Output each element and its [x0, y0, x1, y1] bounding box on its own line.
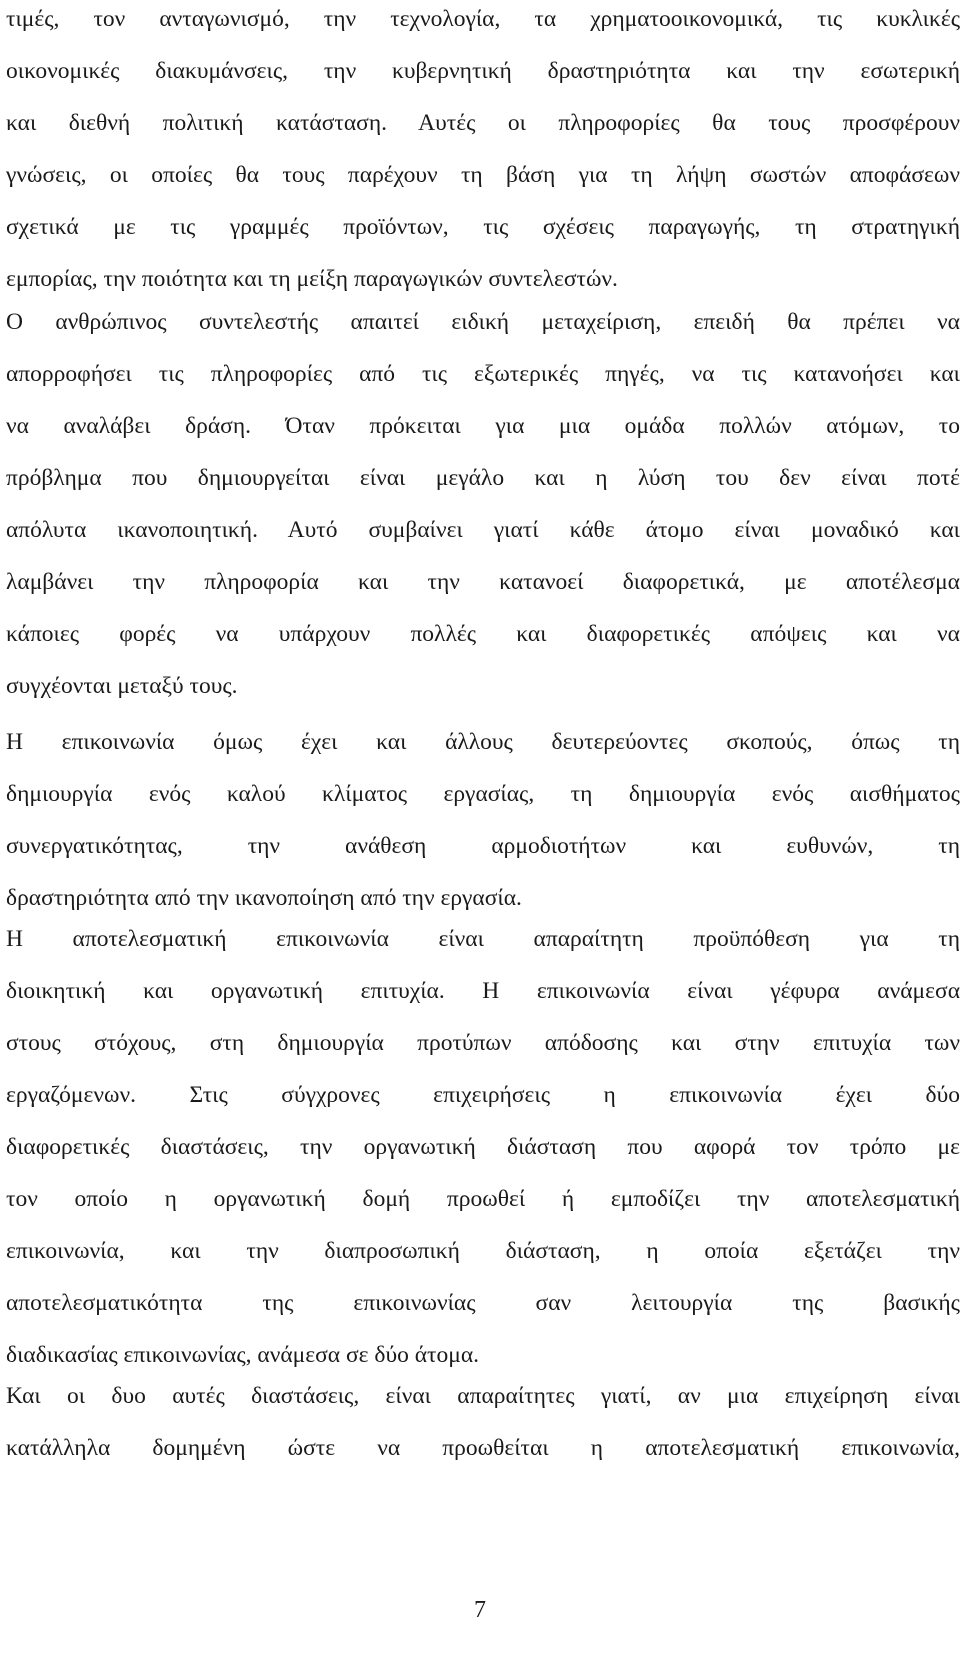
text-line: διαδικασίας επικοινωνίας, ανάμεσα σε δύο άτομα. — [6, 1342, 480, 1368]
text-line: και διεθνή πολιτική κατάσταση. Αυτές οι πληροφορίες θα τους προσφέρουν — [6, 110, 960, 136]
text-line: εμπορίας, την ποιότητα και τη μείξη παραγωγικών συντελεστών. — [6, 266, 618, 292]
text-line: λαμβάνει την πληροφορία και την κατανοεί διαφορετικά, με αποτέλεσμα — [6, 569, 960, 595]
text-line: στους στόχους, στη δημιουργία προτύπων απόδοσης και στην επιτυχία των — [6, 1030, 960, 1056]
paragraph-2 — [6, 296, 960, 712]
paragraph-4 — [6, 913, 960, 1381]
paragraph-3 — [6, 716, 960, 924]
text-line: Η αποτελεσματική επικοινωνία είναι απαραίτητη προϋπόθεση για τη — [6, 926, 960, 952]
text-line: απορροφήσει τις πληροφορίες από τις εξωτερικές πηγές, να τις κατανοήσει και — [6, 361, 960, 387]
text-line: διοικητική και οργανωτική επιτυχία. Η επικοινωνία είναι γέφυρα ανάμεσα — [6, 978, 960, 1004]
text-line: συγχέονται μεταξύ τους. — [6, 673, 238, 699]
text-line: τον οποίο η οργανωτική δομή προωθεί ή εμποδίζει την αποτελεσματική — [6, 1186, 960, 1212]
text-line: να αναλάβει δράση. Όταν πρόκειται για μια ομάδα πολλών ατόμων, το — [6, 413, 960, 439]
text-line: δημιουργία ενός καλού κλίματος εργασίας, τη δημιουργία ενός αισθήματος — [6, 781, 960, 807]
text-line: Η επικοινωνία όμως έχει και άλλους δευτερεύοντες σκοπούς, όπως τη — [6, 729, 960, 755]
text-line: Και οι δυο αυτές διαστάσεις, είναι απαραίτητες γιατί, αν μια επιχείρηση είναι — [6, 1383, 960, 1409]
text-line: πρόβλημα που δημιουργείται είναι μεγάλο και η λύση του δεν είναι ποτέ — [6, 465, 960, 491]
text-line: εργαζόμενων. Στις σύγχρονες επιχειρήσεις η επικοινωνία έχει δύο — [6, 1082, 960, 1108]
text-line: αποτελεσματικότητα της επικοινωνίας σαν λειτουργία της βασικής — [6, 1290, 960, 1316]
text-line: γνώσεις, οι οποίες θα τους παρέχουν τη βάση για τη λήψη σωστών αποφάσεων — [6, 162, 960, 188]
text-line: σχετικά με τις γραμμές προϊόντων, τις σχέσεις παραγωγής, τη στρατηγική — [6, 214, 960, 240]
text-line: συνεργατικότητας, την ανάθεση αρμοδιοτήτων και ευθυνών, τη — [6, 833, 960, 859]
text-line: οικονομικές διακυμάνσεις, την κυβερνητική δραστηριότητα και την εσωτερική — [6, 58, 960, 84]
text-line: κατάλληλα δομημένη ώστε να προωθείται η αποτελεσματική επικοινωνία, — [6, 1435, 960, 1461]
text-line: κάποιες φορές να υπάρχουν πολλές και διαφορετικές απόψεις και να — [6, 621, 960, 647]
text-line: τιμές, τον ανταγωνισμό, την τεχνολογία, τα χρηματοοικονομικά, τις κυκλικές — [6, 6, 960, 32]
paragraph-1 — [6, 0, 960, 305]
text-line: επικοινωνία, και την διαπροσωπική διάσταση, η οποία εξετάζει την — [6, 1238, 960, 1264]
text-line: απόλυτα ικανοποιητική. Αυτό συμβαίνει γιατί κάθε άτομο είναι μοναδικό και — [6, 517, 960, 543]
text-line: διαφορετικές διαστάσεις, την οργανωτική διάσταση που αφορά τον τρόπο με — [6, 1134, 960, 1160]
text-line: δραστηριότητα από την ικανοποίηση από την εργασία. — [6, 885, 522, 911]
text-line: Ο ανθρώπινος συντελεστής απαιτεί ειδική μεταχείριση, επειδή θα πρέπει να — [6, 309, 960, 335]
paragraph-5 — [6, 1370, 960, 1474]
page-number: 7 — [474, 1597, 486, 1623]
